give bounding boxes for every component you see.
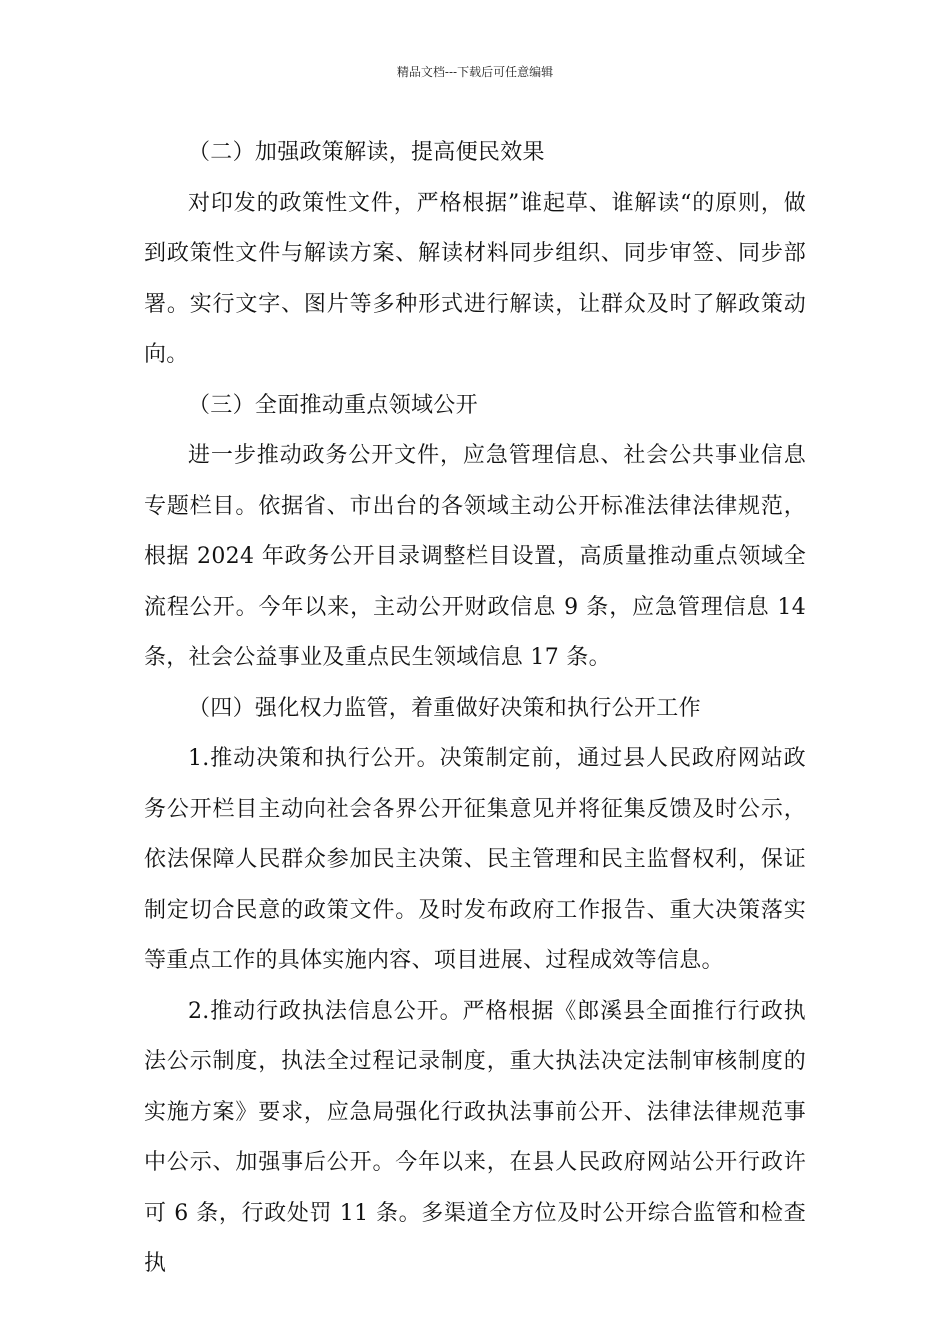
section-heading-4: （四）强化权力监管，着重做好决策和执行公开工作 xyxy=(188,695,701,721)
paragraph: 1.推动决策和执行公开。决策制定前，通过县人民政府网站政务公开栏目主动向社会各界公开征集意见并将征集反馈及时公示，依法保障人民群众参加民主决策、民主管理和民主监督权利，保证制定切合民意的政策文件。及时发布政府工作报告、重大决策落实等重点工作的具体实施内容、项目进展、过程成效等信息。 xyxy=(144,746,806,973)
section-heading-2: （二）加强政策解读，提高便民效果 xyxy=(188,140,545,165)
document-body xyxy=(144,128,806,1290)
section-heading-3: （三）全面推动重点领域公开 xyxy=(188,392,478,418)
paragraph: 进一步推动政务公开文件，应急管理信息、社会公共事业信息专题栏目。依据省、市出台的各领域主动公开标准法律法律规范，根据 2024 年政务公开目录调整栏目设置，高质量推动重点领域全流程公开。今年以来，主动公开财政信息 9 条，应急管理信息 14 条，社会公益事业及重点民生领域信息 17 条。 xyxy=(144,443,806,670)
paragraph: 对印发的政策性文件，严格根据”谁起草、谁解读“的原则，做到政策性文件与解读方案、解读材料同步组织、同步审签、同步部署。实行文字、图片等多种形式进行解读，让群众及时了解政策动向。 xyxy=(144,190,806,367)
paragraph: 2.推动行政执法信息公开。严格根据《郎溪县全面推行行政执法公示制度，执法全过程记录制度，重大执法决定法制审核制度的实施方案》要求，应急局强化行政执法事前公开、法律法律规范事中公示、加强事后公开。今年以来，在县人民政府网站公开行政许可 6 条，行政处罚 11 条。多渠道全方位及时公开综合监管和检查执 xyxy=(144,998,806,1276)
page-header: 精品文档---下载后可任意编辑 xyxy=(396,65,554,79)
